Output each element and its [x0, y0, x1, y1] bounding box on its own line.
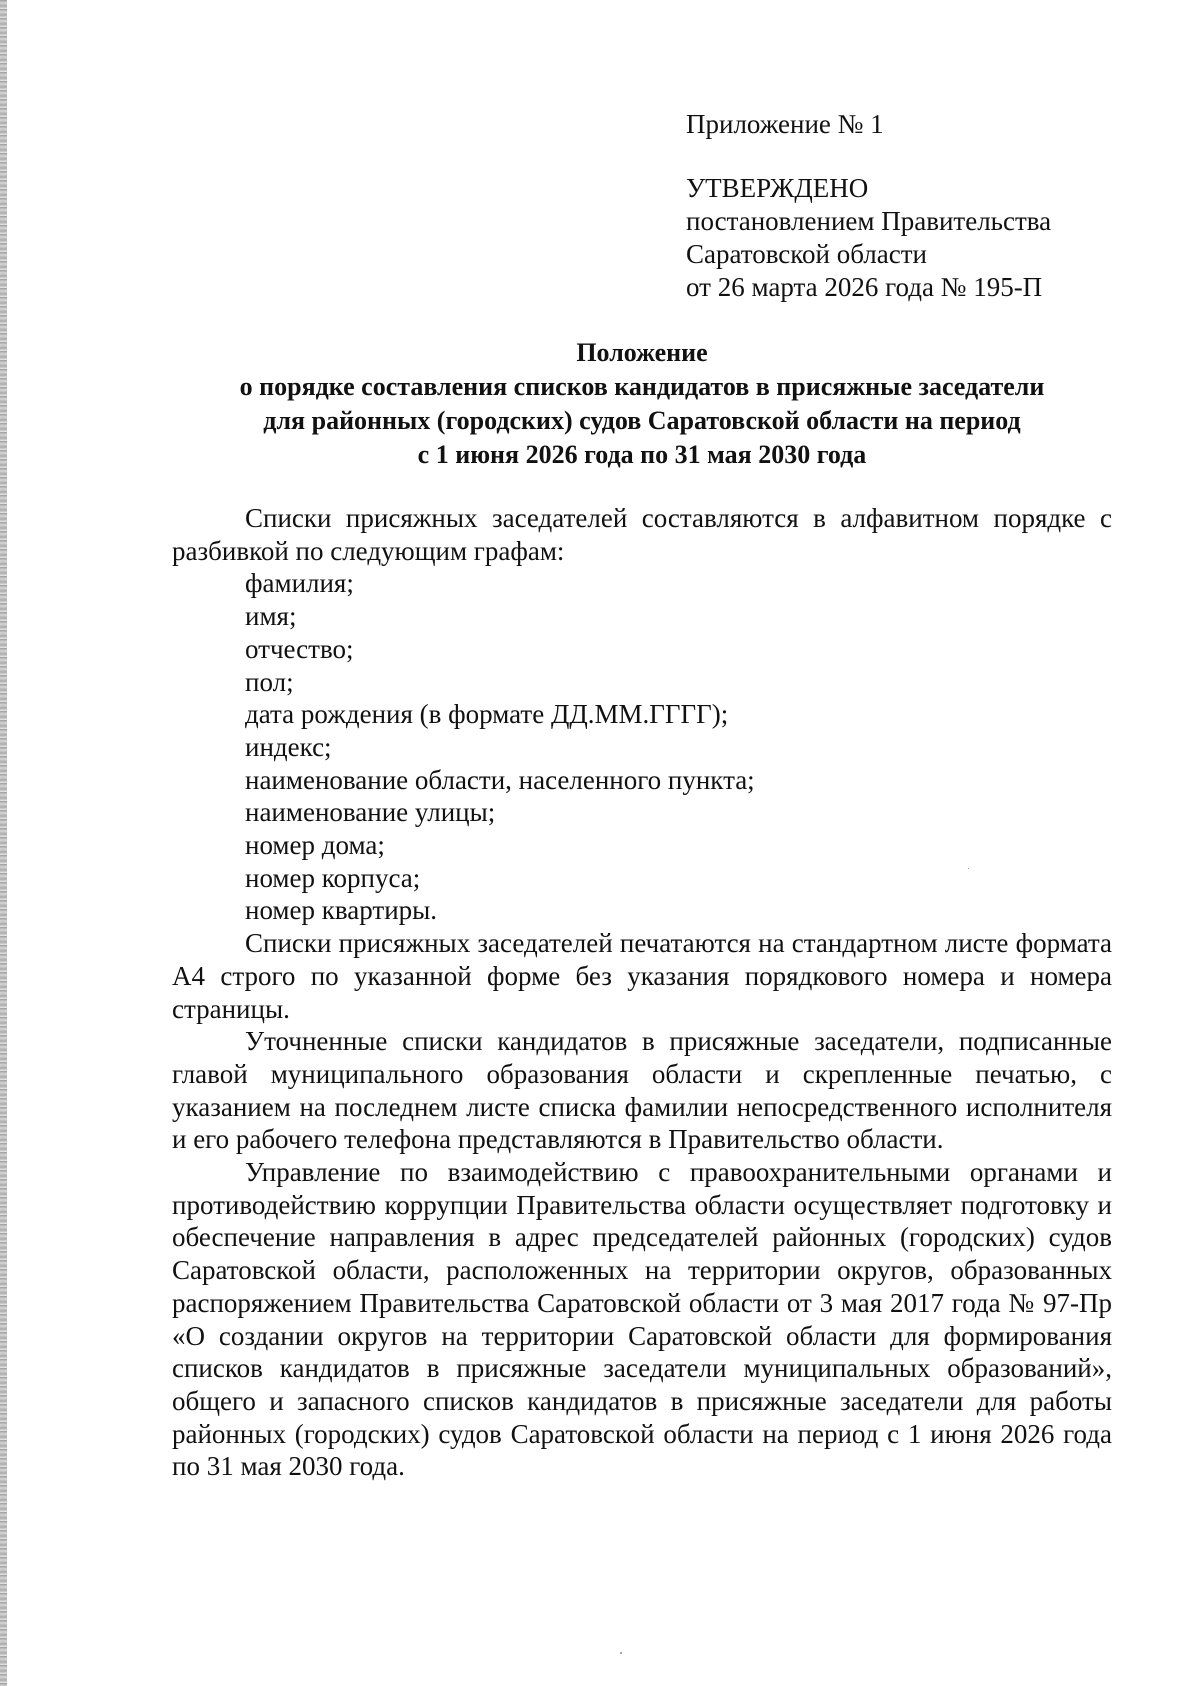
approval-block: [686, 108, 1051, 304]
title-line-2: о порядке составления списков кандидатов в присяжные заседатели: [239, 372, 1045, 401]
field-item: номер корпуса;: [245, 862, 421, 893]
field-item: индекс;: [245, 731, 332, 762]
approval-line-3: от 26 марта 2026 года № 195-П: [686, 272, 1043, 302]
title-line-4: с 1 июня 2026 года по 31 мая 2030 года: [417, 440, 867, 469]
scan-speck: [620, 1652, 622, 1654]
approved-label: УТВЕРЖДЕНО: [686, 173, 869, 203]
title-line-1: Положение: [576, 338, 708, 367]
document-body: [172, 502, 1112, 1483]
field-item: дата рождения (в формате ДД.ММ.ГГГГ);: [245, 699, 729, 730]
intro-paragraph: Списки присяжных заседателей составляются в алфавитном порядке с разбивкой по следующим графам:: [172, 503, 1112, 566]
scan-speck: [968, 868, 969, 869]
field-item: имя;: [245, 601, 297, 632]
paragraph-print-format: Списки присяжных заседателей печатаются на стандартном листе формата А4 строго по указанной форме без указания порядкового номера и номера страницы.: [172, 928, 1112, 1024]
title-line-3: для районных (городских) судов Саратовской области на период: [263, 406, 1021, 435]
field-item: отчество;: [245, 633, 354, 664]
appendix-number: Приложение № 1: [686, 109, 884, 139]
field-item: пол;: [245, 666, 294, 697]
field-item: номер дома;: [245, 830, 385, 861]
field-item: номер квартиры.: [245, 895, 438, 926]
field-item: наименование области, населенного пункта;: [245, 764, 755, 795]
scan-edge: [0, 0, 7, 1686]
fields-list: [172, 567, 1112, 927]
approval-line-1: постановлением Правительства: [686, 206, 1052, 236]
field-item: наименование улицы;: [245, 797, 496, 828]
field-item: фамилия;: [245, 568, 354, 599]
document-title: [170, 336, 1114, 472]
approval-line-2: Саратовской области: [686, 239, 927, 269]
paragraph-submission: Уточненные списки кандидатов в присяжные заседатели, подписанные главой муниципального образования области и скрепленные печатью, с указанием на последнем листе списка фамилии непосредственного исполнителя и его рабочего телефона представляются в Правительство области.: [172, 1026, 1112, 1155]
paragraph-department: Управление по взаимодействию с правоохранительными органами и противодействию коррупции Правительства области осуществляет подготовку и обеспечение направления в адрес председателей районных (городских) судов Саратовской области, расположенных на территории округов, образованных распоряжением Правительства Саратовской области от 3 мая 2017 года № 97-Пр «О создании округов на территории Саратовской области для формирования списков кандидатов в присяжные заседатели муниципальных образований», общего и запасного списков кандидатов в присяжные заседатели для работы районных (городских) судов Саратовской области на период с 1 июня 2026 года по 31 мая 2030 года.: [172, 1157, 1112, 1482]
